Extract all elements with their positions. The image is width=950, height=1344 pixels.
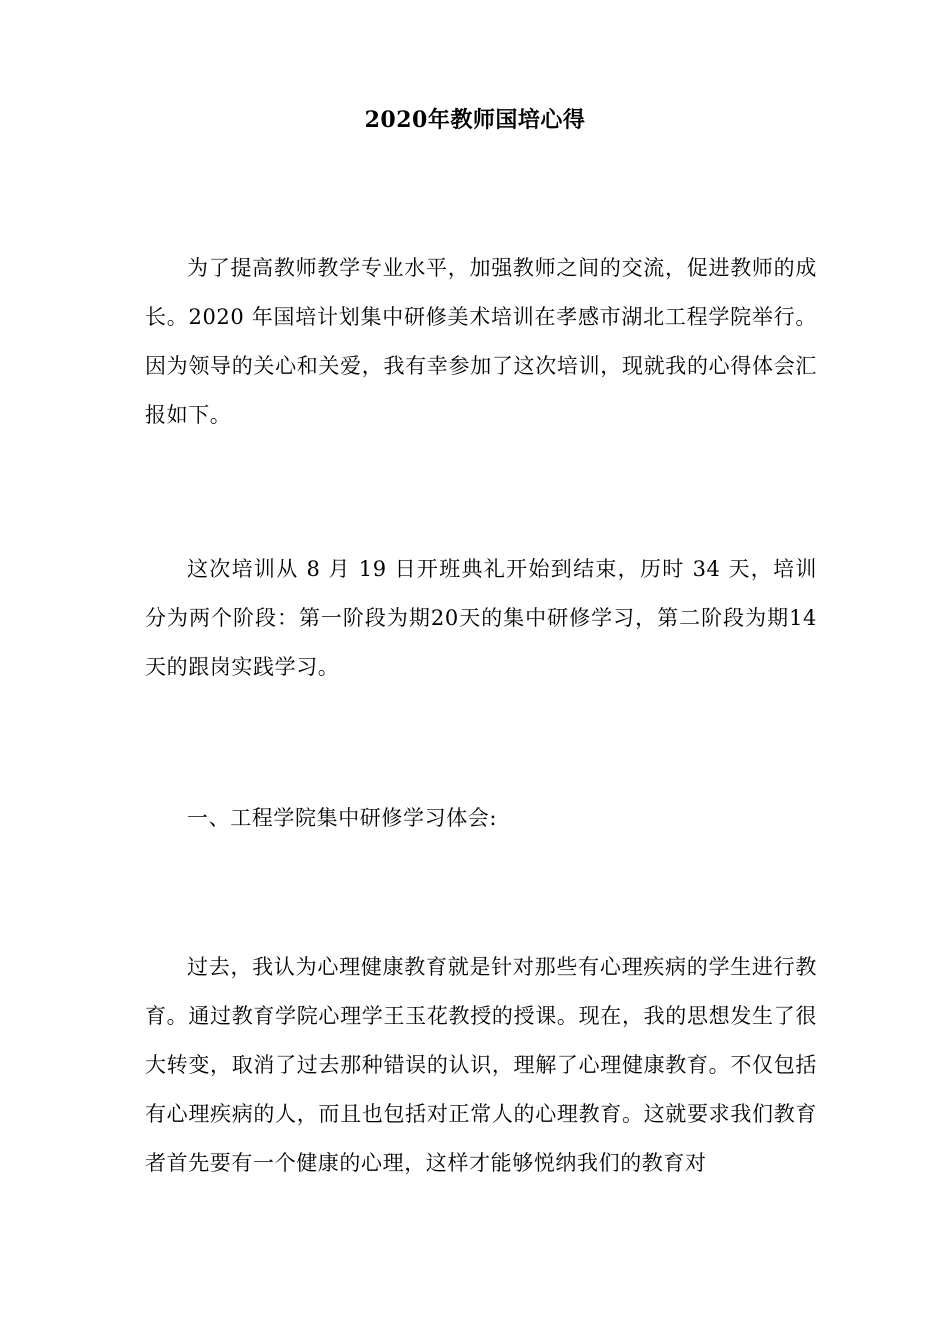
section-heading: 一、工程学院集中研修学习体会: [187, 806, 498, 830]
paragraph-schedule: 这次培训从 8 月 19 日开班典礼开始到结束，历时 34 天，培训分为两个阶段：第一阶段为期20天的集中研修学习，第二阶段为期14天的跟岗实践学习。 [145, 557, 817, 679]
paragraph-reflection: 过去，我认为心理健康教育就是针对那些有心理疾病的学生进行教育。通过教育学院心理学王玉花教授的授课。现在，我的思想发生了很大转变，取消了过去那种错误的认识，理解了心理健康教育。不仅包括有心理疾病的人，而且也包括对正常人的心理教育。这就要求我们教育者首先要有一个健康的心理，这样才能够悦纳我们的教育对 [145, 955, 817, 1175]
paragraph-intro: 为了提高教师教学专业水平，加强教师之间的交流，促进教师的成长。2020 年国培计划集中研修美术培训在孝感市湖北工程学院举行。因为领导的关心和关爱，我有幸参加了这次培训，现就我的心得体会汇报如下。 [145, 256, 817, 427]
document-title: 2020年教师国培心得 [364, 107, 586, 133]
